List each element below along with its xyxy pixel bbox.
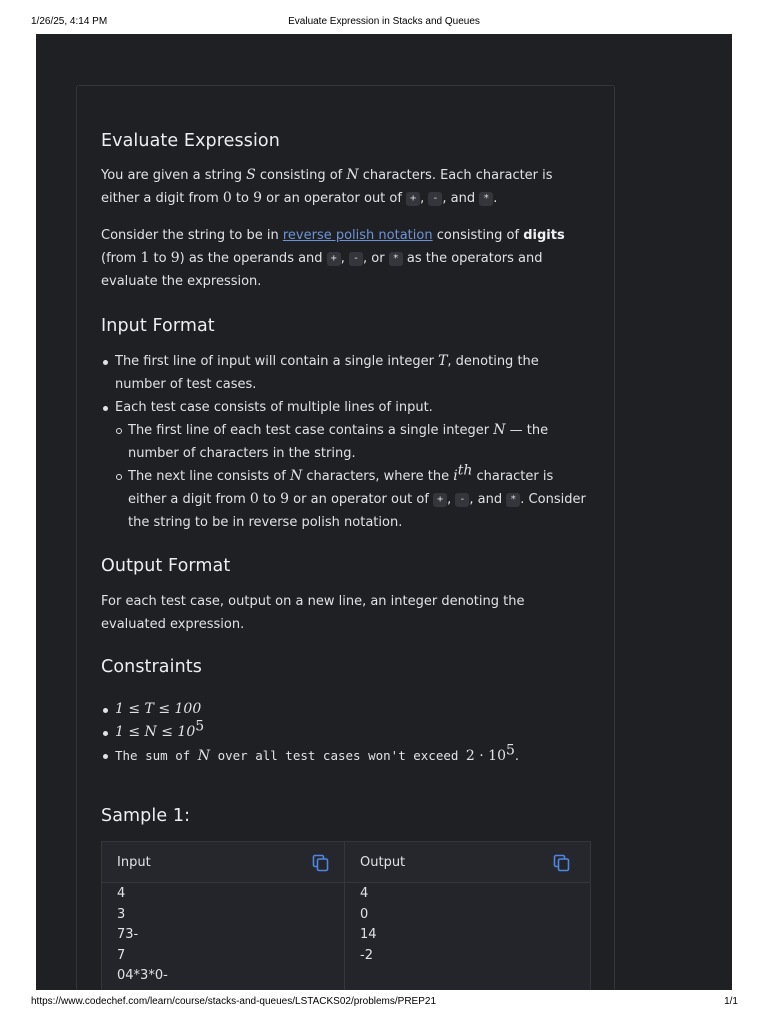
- list-item: Each test case consists of multiple lines of input. The first line of each test case contains a single integer N — the number of characters in the string. The next line consists of N characters, where the $i^{th}$ character is either a digit from 0 to 9 or an operator out of + , - , and * . Consider the string to be in reverse polish notation.: [101, 396, 591, 534]
- sample-output-line: 4: [360, 886, 369, 901]
- operator-multiply: *: [389, 252, 403, 266]
- output-format-heading: Output Format: [101, 556, 231, 576]
- copy-icon[interactable]: [553, 854, 571, 872]
- page-background: [36, 34, 732, 990]
- sample-input-line: 04*3*0-: [117, 968, 168, 983]
- list-item: $1 \le N \le 10^5$: [101, 721, 591, 744]
- print-title: Evaluate Expression in Stacks and Queues: [288, 16, 480, 27]
- list-item: The sum of N over all test cases won't exceed $2 \cdot 10^5$.: [101, 744, 591, 768]
- sample-heading: Sample 1:: [101, 806, 191, 826]
- operator-minus: -: [349, 252, 363, 266]
- sample-output-lines: [360, 884, 377, 966]
- print-header: [0, 16, 768, 32]
- list-item: The first line of each test case contains a single integer N — the number of characters in the string.: [115, 419, 591, 465]
- sample-output-line: 0: [360, 906, 369, 922]
- sample-input-column: [102, 842, 345, 990]
- sample-table: [101, 841, 591, 990]
- operator-multiply: *: [479, 192, 493, 206]
- sample-output-header: [345, 842, 590, 883]
- reverse-polish-notation-link[interactable]: reverse polish notation: [282, 228, 433, 243]
- operator-plus: +: [327, 252, 341, 266]
- copy-icon[interactable]: [312, 854, 330, 872]
- problem-intro: You are given a string S consisting of N characters. Each character is either a digit from 0 to 9 or an operator out of + , - , and * .: [101, 167, 553, 206]
- sample-input-line: 3: [117, 906, 126, 922]
- list-item: The first line of input will contain a single integer T, denoting the number of test cases.: [101, 350, 591, 396]
- sample-input-header: [102, 842, 344, 883]
- problem-title: Evaluate Expression: [101, 131, 280, 151]
- sample-input-line: 7: [117, 947, 126, 963]
- constraints-heading: Constraints: [101, 657, 202, 677]
- input-format-list: [101, 350, 591, 534]
- print-url: https://www.codechef.com/learn/course/stacks-and-queues/LSTACKS02/problems/PREP21: [31, 996, 437, 1007]
- print-datetime: 1/26/25, 4:14 PM: [31, 16, 108, 27]
- sample-input-lines: [117, 884, 168, 987]
- sample-output-label: Output: [360, 855, 406, 870]
- constraints-list: [101, 698, 591, 768]
- operator-plus: +: [433, 493, 447, 507]
- input-format-heading: Input Format: [101, 316, 215, 336]
- problem-card: [76, 85, 615, 990]
- operator-plus: +: [406, 192, 420, 206]
- list-item: 1 ≤ T ≤ 100: [101, 698, 591, 721]
- operator-minus: -: [455, 493, 469, 507]
- problem-rpn-paragraph: Consider the string to be in reverse polish notation consisting of digits (from 1 to 9) as the operands and + , - , or * as the operators and evaluate the expression.: [101, 228, 565, 289]
- input-format-sublist: [115, 419, 591, 534]
- operator-minus: -: [428, 192, 442, 206]
- list-item: The next line consists of N characters, where the $i^{th}$ character is either a digit from 0 to 9 or an operator out of + , - , and * . Consider the string to be in reverse polish notation.: [115, 465, 591, 534]
- sample-output-line: -2: [360, 947, 373, 963]
- sample-output-line: 14: [360, 927, 377, 942]
- sample-input-line: 4: [117, 886, 126, 901]
- print-page-number: 1/1: [724, 996, 738, 1007]
- output-format-text: For each test case, output on a new line, an integer denoting the evaluated expression.: [101, 594, 525, 632]
- print-footer: [0, 996, 768, 1012]
- sample-input-line: 73-: [117, 927, 139, 942]
- operator-multiply: *: [506, 493, 520, 507]
- sample-output-column: [345, 842, 590, 990]
- sample-input-label: Input: [117, 855, 151, 870]
